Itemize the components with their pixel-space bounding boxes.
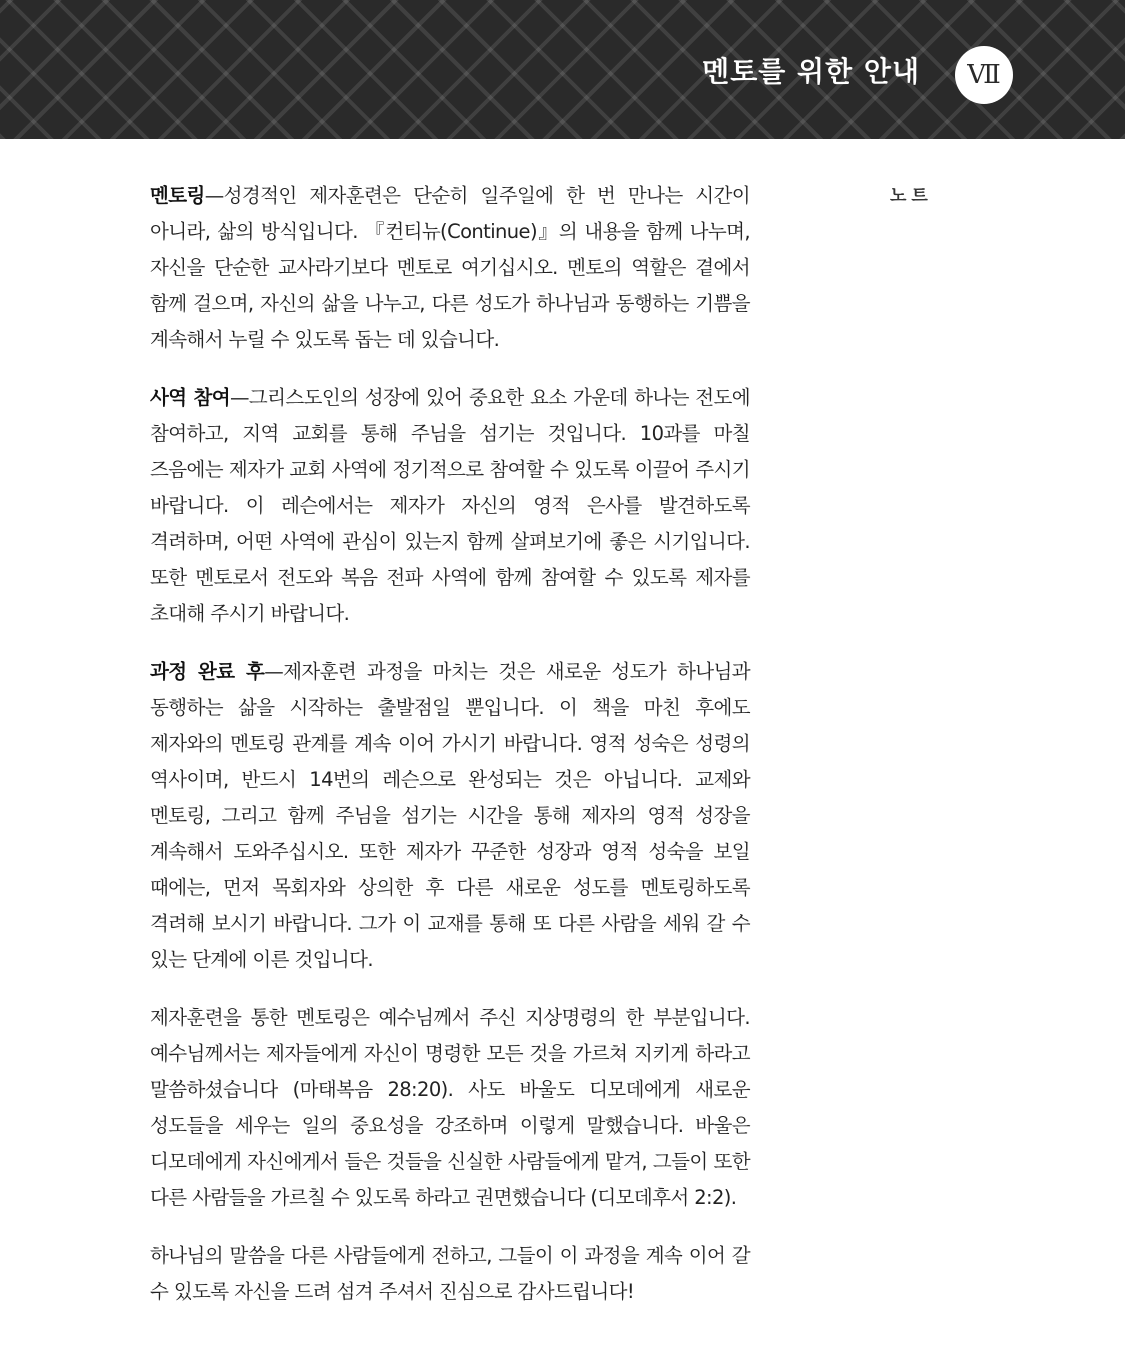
notes-label: 노트: [890, 186, 933, 206]
paragraph-thanks: [150, 1238, 750, 1310]
paragraph-great-commission: [150, 1000, 750, 1216]
paragraph-mentoring: [150, 178, 750, 358]
paragraph-text: —그리스도인의 성장에 있어 중요한 요소 가운데 하나는 전도에 참여하고, 지역 교회를 통해 주님을 섬기는 것입니다. 10과를 마칠 즈음에는 제자가 교회 사역에 정기적으로 참여할 수 있도록 이끌어 주시기 바랍니다. 이 레슨에서는 제자가 자신의 영적 은사를 발견하도록 격려하며, 어떤 사역에 관심이 있는지 함께 살펴보기에 좋은 시기입니다. 또한 멘토로서 전도와 복음 전파 사역에 함께 참여할 수 있도록 제자를 초대해 주시기 바랍니다.: [150, 386, 751, 625]
paragraph-after-completion: [150, 654, 750, 978]
paragraph-text: 하나님의 말씀을 다른 사람들에게 전하고, 그들이 이 과정을 계속 이어 갈 수 있도록 자신을 드려 섬겨 주셔서 진심으로 감사드립니다!: [150, 1244, 750, 1303]
paragraph-text: —제자훈련 과정을 마치는 것은 새로운 성도가 하나님과 동행하는 삶을 시작하는 출발점일 뿐입니다. 이 책을 마친 후에도 제자와의 멘토링 관계를 계속 이어 가시기 바랍니다. 영적 성숙은 성령의 역사이며, 반드시 14번의 레슨으로 완성되는 것은 아닙니다. 교제와 멘토링, 그리고 함께 주님을 섬기는 시간을 통해 제자의 영적 성장을 계속해서 도와주십시오. 또한 제자가 꾸준한 성장과 영적 성숙을 보일 때에는, 먼저 목회자와 상의한 후 다른 새로운 성도를 멘토링하도록 격려해 보시기 바랍니다. 그가 이 교재를 통해 또 다른 사람을 세워 갈 수 있는 단계에 이른 것입니다.: [150, 660, 750, 971]
paragraph-text: —성경적인 제자훈련은 단순히 일주일에 한 번 만나는 시간이 아니라, 삶의 방식입니다. 『컨티뉴(Continue)』의 내용을 함께 나누며, 자신을 단순한 교사라기보다 멘토로 여기십시오. 멘토의 역할은 곁에서 함께 걸으며, 자신의 삶을 나누고, 다른 성도가 하나님과 동행하는 기쁨을 계속해서 누릴 수 있도록 돕는 데 있습니다.: [150, 184, 750, 351]
paragraph-heading: 과정 완료 후: [150, 660, 265, 683]
page-title: 멘토를 위한 안내: [702, 55, 920, 88]
page-header: [0, 0, 1125, 139]
paragraph-heading: 사역 참여: [150, 386, 230, 409]
paragraph-heading: 멘토링: [150, 184, 205, 207]
paragraph-ministry: [150, 380, 750, 632]
chapter-badge: Ⅶ: [955, 46, 1013, 104]
paragraph-text: 제자훈련을 통한 멘토링은 예수님께서 주신 지상명령의 한 부분입니다. 예수님께서는 제자들에게 자신이 명령한 모든 것을 가르쳐 지키게 하라고 말씀하셨습니다 (마태복음 28:20). 사도 바울도 디모데에게 새로운 성도들을 세우는 일의 중요성을 강조하며 이렇게 말했습니다. 바울은 디모데에게 자신에게서 들은 것들을 신실한 사람들에게 맡겨, 그들이 또한 다른 사람들을 가르칠 수 있도록 하라고 권면했습니다 (디모데후서 2:2).: [150, 1006, 750, 1209]
body-text: [150, 178, 750, 1332]
